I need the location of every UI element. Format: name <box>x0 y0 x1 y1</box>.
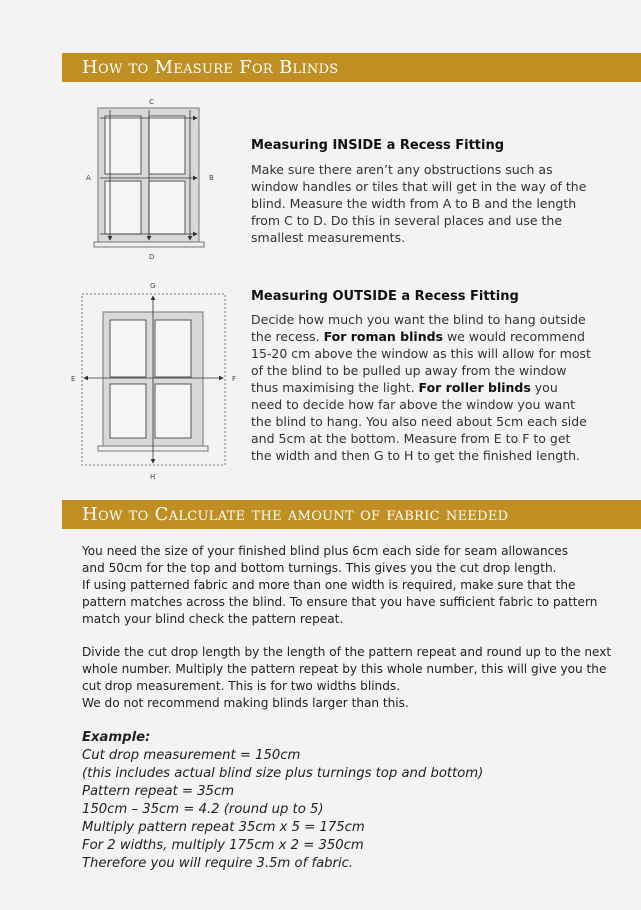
example-line: Therefore you will require 3.5m of fabric. <box>82 856 354 871</box>
outside-recess-diagram <box>70 280 245 482</box>
window-sill <box>94 242 204 247</box>
label-b: B <box>209 174 214 182</box>
example-title: Example: <box>82 730 151 745</box>
roller-blinds-label: For roller blinds <box>418 380 531 395</box>
label-e: E <box>71 375 76 383</box>
label-d: D <box>149 253 155 261</box>
section-banner-calculate: How to Calculate the amount of fabric needed <box>62 500 641 529</box>
text-line: We do not recommend making blinds larger than this. <box>82 696 409 710</box>
example-line: Pattern repeat = 35cm <box>82 784 235 799</box>
example-line: Cut drop measurement = 150cm <box>82 748 301 763</box>
label-f: F <box>232 375 237 383</box>
inside-heading: Measuring INSIDE a Recess Fitting <box>251 138 505 153</box>
text-line: whole number. Multiply the pattern repeat by this whole number, this will give you the <box>82 662 607 676</box>
text-line: Divide the cut drop length by the length of the pattern repeat and round up to the next <box>82 645 612 659</box>
calculate-paragraph-2 <box>82 644 622 712</box>
label-h: H <box>150 473 156 481</box>
example-line: For 2 widths, multiply 175cm x 2 = 350cm <box>82 838 364 853</box>
outside-heading: Measuring OUTSIDE a Recess Fitting <box>251 289 519 304</box>
example-line: 150cm – 35cm = 4.2 (round up to 5) <box>82 802 324 817</box>
text-line: match your blind check the pattern repeat. <box>82 612 344 626</box>
text-line: If using patterned fabric and more than one width is required, make sure that the <box>82 578 576 592</box>
example-line: (this includes actual blind size plus turnings top and bottom) <box>82 766 484 781</box>
text-line: and 50cm for the top and bottom turnings. This gives you the cut drop length. <box>82 561 557 575</box>
outside-body-part-3: you need to decide how far above the window you want the blind to hang. You also need about 5cm each side and 5cm at the bottom. Measure from E to F to get the width and then G to H to get the finished length. <box>251 380 587 463</box>
label-g: G <box>150 282 156 290</box>
text-line: pattern matches across the blind. To ensure that you have sufficient fabric to pattern <box>82 595 598 609</box>
inside-body: Make sure there aren’t any obstructions such as window handles or tiles that will get in the way of the blind. Measure the width from A to B and the length from C to D. Do this in several places and use the smallest measurements. <box>251 162 587 245</box>
text-line: cut drop measurement. This is for two widths blinds. <box>82 679 401 693</box>
calculate-paragraph-1 <box>82 543 622 628</box>
outside-body-part-1: Decide how much you want the blind to hang outside the recess. <box>251 312 586 344</box>
inside-recess-diagram <box>84 94 224 262</box>
example-line: Multiply pattern repeat 35cm x 5 = 175cm <box>82 820 365 835</box>
example-block <box>82 729 622 873</box>
outside-body <box>251 311 591 464</box>
roman-blinds-label: For roman blinds <box>323 329 443 344</box>
section-banner-measure: How to Measure For Blinds <box>62 53 641 82</box>
text-line: You need the size of your finished blind plus 6cm each side for seam allowances <box>82 544 569 558</box>
label-a: A <box>86 174 91 182</box>
outside-body-part-2: we would recommend 15-20 cm above the window as this will allow for most of the blind to be pulled up away from the window thus maximising the light. <box>251 329 591 395</box>
label-c: C <box>149 98 154 106</box>
